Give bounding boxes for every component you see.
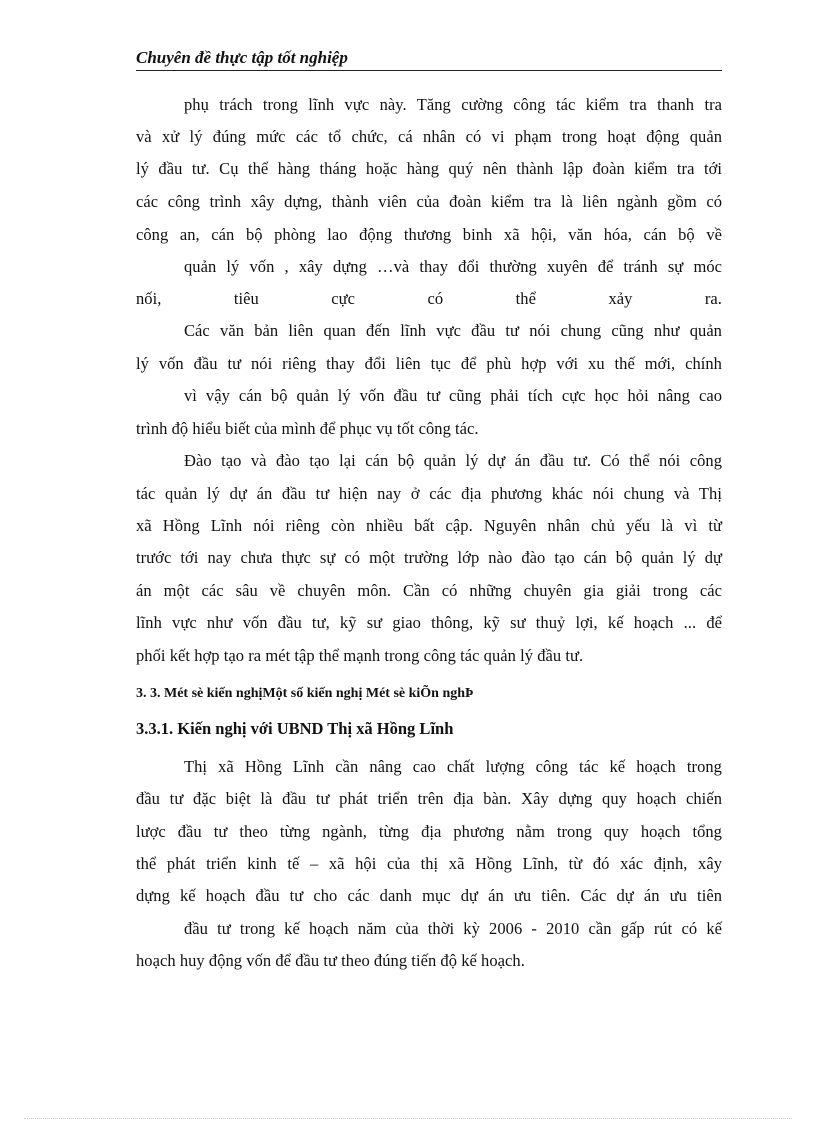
p4-line-2: đầu tư đặc biệt là đầu tư phát triển trên địa bàn. Xây dựng quy hoạch chiến: [136, 789, 722, 808]
p3-line-3: xã Hồng Lĩnh nói riêng còn nhiều bất cập. Nguyên nhân chủ yếu là vì từ: [136, 516, 722, 535]
p1-line-4: các công trình xây dựng, thành viên của đoàn kiểm tra là liên ngành gồm có: [136, 192, 722, 211]
footer-divider: [24, 1118, 792, 1119]
p3-line-6: lĩnh vực như vốn đầu tư, kỹ sư giao thông, kỹ sư thuỷ lợi, kế hoạch ... để: [136, 613, 722, 632]
p4-line-7: hoạch huy động vốn để đầu tư theo đúng tiến độ kế hoạch.: [136, 951, 525, 970]
p2-line-4: trình độ hiểu biết của mình để phục vụ tốt công tác.: [136, 419, 479, 438]
p4-line-1: Thị xã Hồng Lĩnh cần nâng cao chất lượng công tác kế hoạch trong: [184, 757, 722, 776]
p4-line-4: thể phát triển kinh tế – xã hội của thị xã Hồng Lĩnh, từ đó xác định, xây: [136, 854, 722, 873]
p3-line-4: trước tới nay chưa thực sự có một trường lớp nào đào tạo cán bộ quản lý dự: [136, 548, 722, 567]
p2-line-2: lý vốn đầu tư nói riêng thay đổi liên tục để phù hợp với xu thế mới, chính: [136, 354, 722, 373]
p1-line-1: phụ trách trong lĩnh vực này. Tăng cường công tác kiểm tra thanh tra: [184, 95, 722, 114]
section-subheading: 3. 3. Mét sè kiến nghịMột số kiến nghị Mét sè kiÕn nghÞ: [136, 686, 474, 701]
p2-line-1: Các văn bản liên quan đến lĩnh vực đầu tư nói chung cũng như quản: [184, 321, 722, 340]
section-heading: 3.3.1. Kiến nghị với UBND Thị xã Hồng Lĩnh: [136, 719, 454, 738]
p4-line-3: lược đầu tư theo từng ngành, từng địa phương nằm trong quy hoạch tổng: [136, 822, 722, 841]
p4-line-5: dựng kế hoạch đầu tư cho các danh mục dự án ưu tiên. Các dự án ưu tiên: [136, 886, 722, 905]
page-header: [136, 48, 722, 71]
header-title: Chuyên đề thực tập tốt nghiệp: [136, 48, 348, 67]
p3-line-1: Đào tạo và đào tạo lại cán bộ quản lý dự án đầu tư. Có thể nói công: [184, 451, 722, 470]
p2-line-3: vì vậy cán bộ quản lý vốn đầu tư cũng phải tích cực học hỏi nâng cao: [184, 386, 722, 405]
p3-line-5: án một các sâu về chuyên môn. Cần có những chuyên gia giải trong các: [136, 581, 722, 600]
p3-line-2: tác quản lý dự án đầu tư hiện nay ở các địa phương khác nói chung và Thị: [136, 484, 722, 503]
p1-line-7: nối, tiêu cực có thể xảy ra.: [136, 289, 722, 308]
p1-line-5: công an, cán bộ phòng lao động thương binh xã hội, văn hóa, cán bộ về: [136, 225, 722, 244]
p3-line-7: phối kết hợp tạo ra mét tập thể mạnh trong công tác quản lý đầu tư.: [136, 646, 584, 665]
p1-line-2: và xử lý đúng mức các tổ chức, cá nhân có vi phạm trong hoạt động quản: [136, 127, 722, 146]
p1-line-3: lý đầu tư. Cụ thể hàng tháng hoặc hàng quý nên thành lập đoàn kiểm tra tới: [136, 159, 722, 178]
p1-line-6: quản lý vốn , xây dựng …và thay đổi thường xuyên để tránh sự móc: [184, 257, 722, 276]
p4-line-6: đầu tư trong kế hoạch năm của thời kỳ 2006 - 2010 cần gấp rút có kế: [184, 919, 722, 938]
